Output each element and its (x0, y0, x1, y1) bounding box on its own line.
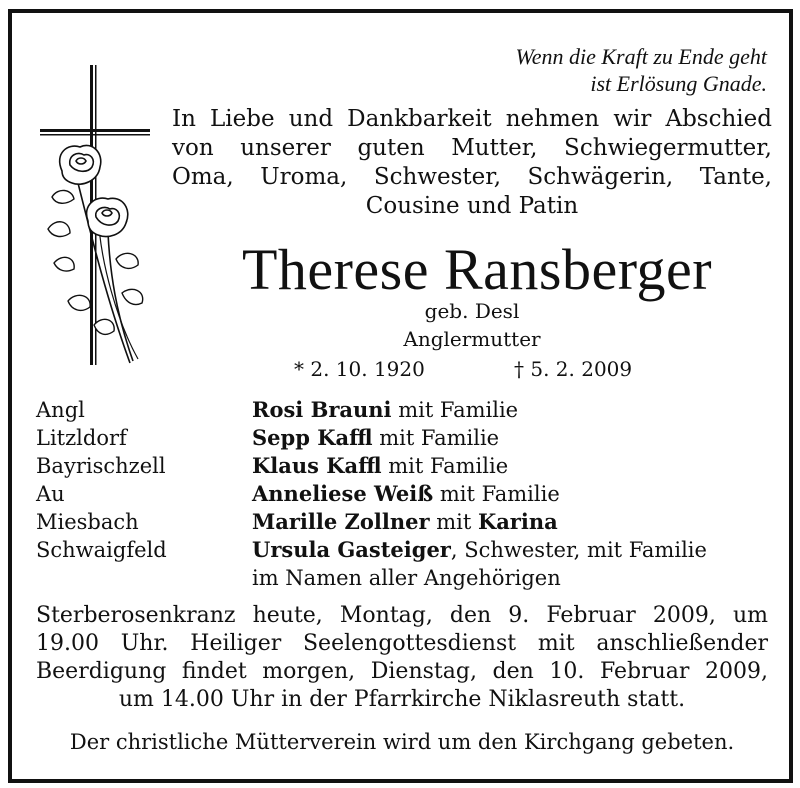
service-line: um 14.00 Uhr in der Pfarrkirche Niklasreuth statt. (118, 687, 686, 712)
mourner-name: Sepp Kaffl (252, 425, 373, 450)
service-line: 19.00 Uhr. Heiliger Seelengottesdienst mit anschließender (36, 631, 768, 656)
motto-quote (412, 43, 767, 97)
mourner-text: , Schwester, mit Familie (450, 538, 707, 562)
mourner-text: mit (429, 510, 478, 534)
closing-note: Der christliche Mütterverein wird um den Kirchgang gebeten. (69, 730, 735, 754)
mourner-names (252, 452, 508, 480)
service-line: Beerdigung findet morgen, Dienstag, den 10. Februar 2009, (36, 659, 768, 684)
motto-line: Wenn die Kraft zu Ende geht (515, 44, 767, 69)
mourner-text: mit Familie (372, 426, 500, 450)
mourner-row (36, 424, 776, 452)
mourner-place: Miesbach (36, 510, 139, 534)
mourner-names (252, 424, 499, 452)
mourner-name: Marille Zollner (252, 509, 430, 534)
service-line: Sterberosenkranz heute, Montag, den 9. Februar 2009, um (36, 603, 768, 628)
mourner-names (252, 396, 518, 424)
mourner-text: im Namen aller Angehörigen (252, 566, 561, 590)
motto-line: ist Erlösung Gnade. (590, 71, 767, 96)
cross-with-roses-icon (38, 63, 158, 373)
mourner-name: Rosi Brauni (252, 397, 392, 422)
mourner-names (252, 564, 561, 592)
mourner-place: Au (36, 482, 65, 506)
mourner-names (252, 536, 707, 564)
mourner-text: mit Familie (433, 482, 560, 506)
mourner-row (36, 536, 776, 564)
mourner-name: Klaus Kaffl (252, 453, 382, 478)
mourner-name: Karina (477, 509, 558, 534)
mourner-row (36, 480, 776, 508)
mourner-name: Ursula Gasteiger (252, 537, 451, 562)
intro-line: von unserer guten Mutter, Schwiegermutter, (172, 135, 772, 161)
mourner-names (252, 480, 560, 508)
intro-line: Cousine und Patin (365, 193, 579, 219)
obituary-card (8, 9, 793, 783)
death-date: † 5. 2. 2009 (514, 357, 633, 381)
mourner-row (36, 452, 776, 480)
mourner-row (36, 396, 776, 424)
mourner-row (36, 508, 776, 536)
intro-text (172, 105, 772, 221)
intro-line: In Liebe und Dankbarkeit nehmen wir Abschied (172, 106, 772, 132)
mourner-place: Litzldorf (36, 426, 127, 450)
mourner-names (252, 508, 558, 536)
mourner-place: Bayrischzell (36, 454, 166, 478)
service-info (36, 602, 768, 714)
deceased-name: Therese Ransberger (241, 237, 713, 302)
maiden-name: geb. Desl (424, 299, 520, 323)
mourner-row (36, 564, 776, 592)
intro-line: Oma, Uroma, Schwester, Schwägerin, Tante, (172, 164, 772, 190)
mourner-name: Anneliese Weiß (252, 481, 434, 506)
mourner-text: mit Familie (391, 398, 519, 422)
mourners-list (36, 396, 776, 592)
mourner-place: Schwaigfeld (36, 538, 167, 562)
mourner-place: Angl (36, 398, 85, 422)
deceased-details (262, 297, 682, 353)
deceased-title: Anglermutter (403, 327, 541, 351)
birth-date: * 2. 10. 1920 (294, 357, 425, 381)
mourner-text: mit Familie (381, 454, 509, 478)
